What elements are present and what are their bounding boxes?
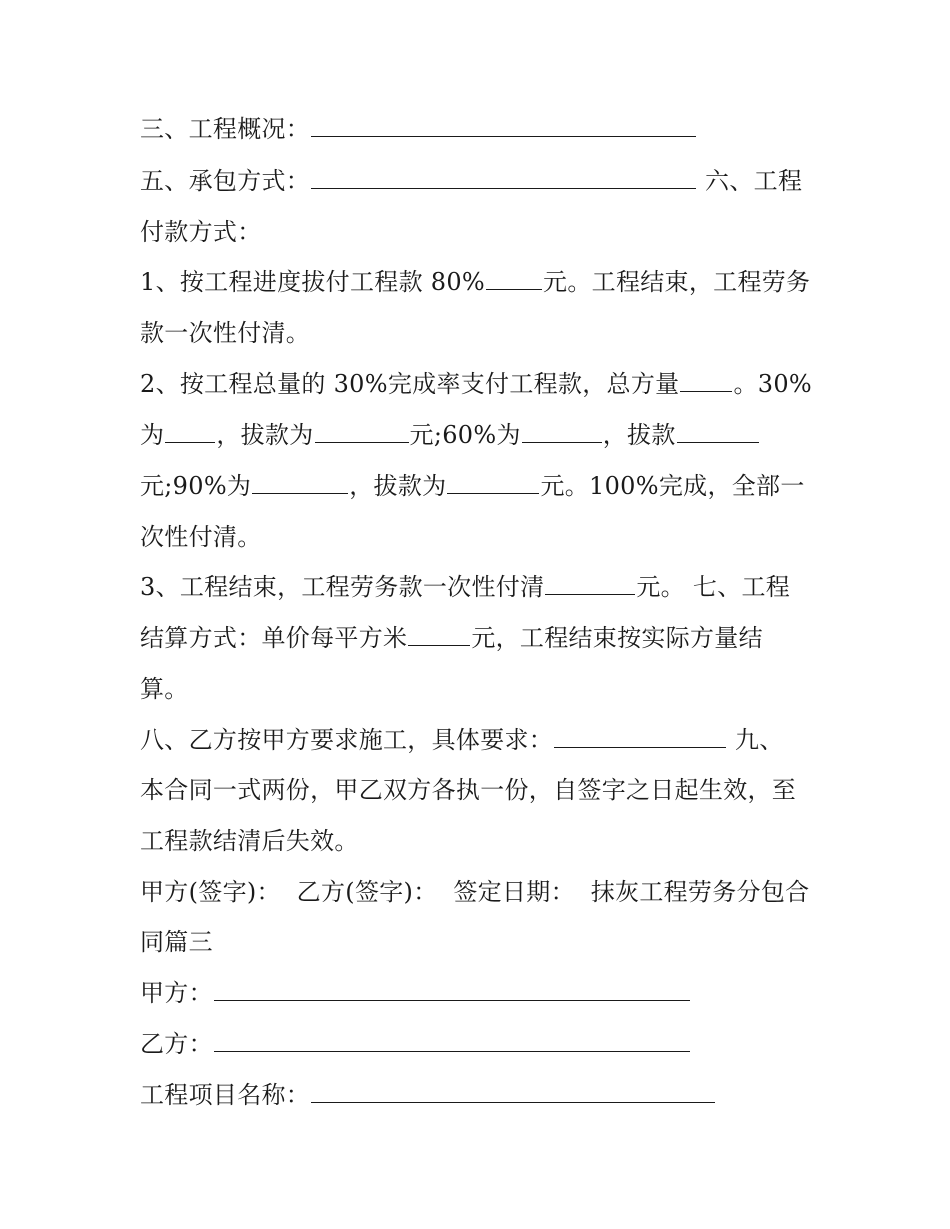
blank-field xyxy=(554,725,726,748)
blank-field xyxy=(214,978,690,1001)
text-line: 为 ，拔款为 元;60%为 ，拔款 xyxy=(140,418,830,452)
blank-field xyxy=(214,1029,690,1052)
blank-field xyxy=(315,420,409,443)
blank-field xyxy=(522,420,602,443)
blank-field xyxy=(311,114,696,137)
blank-field xyxy=(680,369,732,392)
text-line: 次性付清。 xyxy=(140,523,262,551)
text-line: 本合同一式两份，甲乙双方各执一份，自签字之日起生效，至 xyxy=(140,776,797,804)
text-line: 工程项目名称： xyxy=(140,1078,830,1112)
blank-field xyxy=(252,471,348,494)
text-line: 五、承包方式： 六、工程 xyxy=(140,167,803,195)
text-line: 2、按工程总量的 30%完成率支付工程款，总方量 。30% xyxy=(140,370,812,398)
blank-field xyxy=(486,267,542,290)
text-line: 算。 xyxy=(140,675,189,703)
text-line: 付款方式： xyxy=(140,218,262,246)
blank-field xyxy=(677,420,759,443)
text-line: 1、按工程进度拔付工程款 80% 元。工程结束，工程劳务 xyxy=(140,268,811,296)
text-line: 款一次性付清。 xyxy=(140,319,311,347)
text-line: 结算方式：单价每平方米 元，工程结束按实际方量结 xyxy=(140,624,763,652)
blank-field xyxy=(311,1080,715,1103)
text-line: 工程款结清后失效。 xyxy=(140,827,359,855)
text-line: 同篇三 xyxy=(140,928,213,956)
blank-field xyxy=(165,420,215,443)
text-line: 八、乙方按甲方要求施工，具体要求： 九、 xyxy=(140,726,784,754)
text-line: 三、工程概况： xyxy=(140,112,830,146)
text-line: 元;90%为 ，拔款为 元。100%完成，全部一 xyxy=(140,472,805,500)
blank-field xyxy=(545,572,635,595)
blank-field xyxy=(311,166,696,189)
text-line: 甲方： xyxy=(140,976,830,1010)
text-line: 乙方： xyxy=(140,1027,830,1061)
blank-field xyxy=(447,471,539,494)
text-line: 甲方(签字)： 乙方(签字)： 签定日期： 抹灰工程劳务分包合 xyxy=(140,878,810,906)
text-line: 3、工程结束，工程劳务款一次性付清 元。 七、工程 xyxy=(140,573,791,601)
blank-field xyxy=(408,623,470,646)
